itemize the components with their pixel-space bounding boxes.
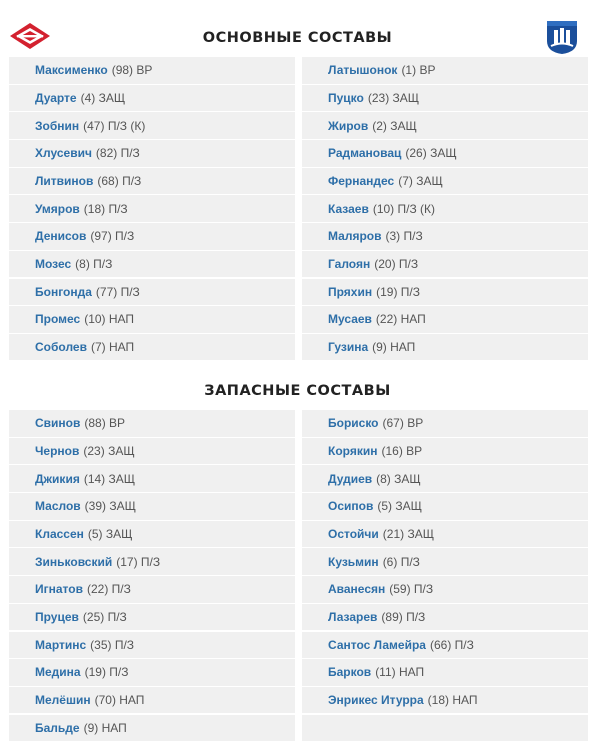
player-row [9, 521, 295, 548]
player-name-link[interactable]: Зиньковский [35, 554, 113, 569]
player-name-link[interactable]: Остойчи [328, 527, 379, 541]
subs-lineups-title: ЗАПАСНЫЕ СОСТАВЫ [204, 383, 391, 399]
player-row [302, 465, 588, 492]
player-number-position: (8) П/З [75, 257, 113, 272]
player-number-position: (39) ЗАЩ [84, 499, 136, 514]
player-row [9, 168, 295, 195]
player-number-position: (9) НАП [372, 340, 416, 355]
player-row [9, 85, 295, 112]
player-number-position: (59) П/З [389, 582, 434, 597]
player-number-position: (1) ВР [401, 63, 436, 78]
player-row [302, 112, 588, 139]
player-row [302, 410, 588, 437]
player-row [302, 438, 588, 465]
player-name-link[interactable]: Игнатов [35, 582, 83, 597]
player-row [302, 548, 588, 575]
player-name-link[interactable]: Кузьмин [328, 554, 379, 569]
player-name-link[interactable]: Классен [35, 527, 84, 541]
player-name-link[interactable]: Соболев [35, 340, 87, 355]
player-row [302, 168, 588, 195]
player-name-link[interactable]: Латышонок [328, 63, 398, 78]
player-name-link[interactable]: Бонгонда [35, 284, 92, 299]
player-name-link[interactable]: Мартинс [35, 637, 87, 652]
player-name-link[interactable]: Фернандес [328, 174, 395, 188]
player-number-position: (3) П/З [385, 229, 423, 244]
player-name-link[interactable]: Денисов [35, 229, 87, 244]
player-name-link[interactable]: Аванесян [328, 582, 386, 597]
player-name-link[interactable]: Галоян [328, 257, 371, 272]
player-name-link[interactable]: Гузина [328, 340, 369, 355]
player-number-position: (25) П/З [82, 610, 127, 625]
player-name-link[interactable]: Пруцев [35, 610, 79, 625]
player-name-link[interactable]: Мелёшин [35, 693, 91, 708]
player-row [302, 604, 588, 631]
player-name-link[interactable]: Зобнин [35, 118, 80, 133]
player-row [9, 251, 295, 278]
player-row [302, 493, 588, 520]
player-name-link[interactable]: Барков [328, 665, 372, 680]
player-number-position: (20) П/З [374, 257, 419, 272]
player-number-position: (19) П/З [376, 284, 420, 299]
player-number-position: (9) НАП [83, 720, 127, 735]
player-name-link[interactable]: Дудиев [328, 471, 373, 486]
player-number-position: (77) П/З [95, 284, 140, 299]
player-name-link[interactable]: Пряхин [328, 284, 373, 299]
player-row [9, 493, 295, 520]
player-row [302, 140, 588, 167]
player-number-position: (17) П/З [116, 554, 161, 569]
player-name-link[interactable]: Чернов [35, 443, 80, 458]
player-row [302, 576, 588, 603]
player-number-position: (5) ЗАЩ [377, 499, 422, 514]
player-number-position: (18) НАП [427, 693, 478, 708]
player-name-link[interactable]: Литвинов [35, 174, 94, 188]
player-number-position: (2) ЗАЩ [372, 118, 417, 133]
player-row [9, 715, 295, 742]
player-name-link[interactable]: Энрикес Итурра [328, 693, 424, 708]
player-number-position: (98) ВР [111, 63, 153, 78]
player-row [302, 715, 588, 742]
player-name-link[interactable]: Бориско [328, 416, 379, 431]
player-row [9, 334, 295, 361]
player-name-link[interactable]: Промес [35, 312, 81, 327]
player-name-link[interactable]: Корякин [328, 443, 378, 458]
player-row [9, 438, 295, 465]
player-number-position: (88) ВР [84, 416, 126, 431]
player-name-link[interactable]: Пуцко [328, 90, 364, 105]
player-name-link[interactable]: Радмановац [328, 146, 402, 161]
player-number-position: (23) ЗАЩ [83, 443, 135, 458]
player-row [302, 57, 588, 84]
player-row [9, 576, 295, 603]
player-number-position: (10) НАП [84, 312, 135, 327]
player-number-position: (26) ЗАЩ [405, 146, 457, 161]
player-name-link[interactable]: Маляров [328, 229, 382, 244]
player-name-link[interactable]: Мусаев [328, 312, 372, 327]
player-row [9, 465, 295, 492]
player-name-link[interactable]: Хлусевич [35, 146, 92, 161]
player-row [302, 279, 588, 306]
player-row [9, 548, 295, 575]
player-row [302, 251, 588, 278]
player-number-position: (6) П/З [382, 554, 420, 569]
player-name-link[interactable]: Медина [35, 665, 81, 680]
player-row [9, 687, 295, 714]
player-name-link[interactable]: Дуарте [35, 90, 77, 105]
player-number-position: (82) П/З [95, 146, 140, 161]
player-name-link[interactable]: Максименко [35, 63, 108, 78]
main-left-list [9, 57, 295, 362]
player-row [9, 279, 295, 306]
player-row [9, 410, 295, 437]
player-row [9, 306, 295, 333]
player-name-link[interactable]: Казаев [328, 201, 369, 216]
player-row [302, 521, 588, 548]
player-row [302, 659, 588, 686]
player-number-position: (22) НАП [375, 312, 426, 327]
player-number-position: (16) ВР [381, 443, 423, 458]
player-row [302, 687, 588, 714]
player-name-link[interactable]: Бальде [35, 720, 80, 735]
player-number-position: (10) П/З (К) [372, 201, 436, 216]
player-number-position: (7) ЗАЩ [398, 174, 443, 188]
player-number-position: (97) П/З [90, 229, 135, 244]
player-row [9, 195, 295, 222]
main-right-list [302, 57, 588, 362]
player-row [9, 223, 295, 250]
player-name-link[interactable]: Умяров [35, 201, 80, 216]
player-number-position: (21) ЗАЩ [382, 527, 434, 541]
player-number-position: (18) П/З [83, 201, 128, 216]
player-row [302, 632, 588, 659]
player-number-position: (47) П/З (К) [83, 118, 146, 133]
player-number-position: (68) П/З [97, 174, 142, 188]
player-name-link[interactable]: Лазарев [328, 610, 378, 625]
player-number-position: (70) НАП [94, 693, 145, 708]
player-number-position: (8) ЗАЩ [376, 471, 421, 486]
player-row [302, 223, 588, 250]
player-row [302, 85, 588, 112]
player-row [9, 140, 295, 167]
player-row [9, 659, 295, 686]
player-number-position: (19) П/З [84, 665, 129, 680]
player-name-link[interactable]: Джикия [35, 471, 80, 486]
player-row [9, 112, 295, 139]
player-row [9, 604, 295, 631]
player-number-position: (11) НАП [375, 665, 425, 680]
player-name-link[interactable]: Жиров [328, 118, 369, 133]
player-name-link[interactable]: Маслов [35, 499, 81, 514]
player-row [302, 306, 588, 333]
player-row [302, 195, 588, 222]
player-number-position: (67) ВР [382, 416, 424, 431]
subs-left-list [9, 410, 295, 742]
player-name-link[interactable]: Свинов [35, 416, 81, 431]
player-row [302, 334, 588, 361]
player-number-position: (4) ЗАЩ [80, 90, 126, 105]
player-number-position: (23) ЗАЩ [367, 90, 420, 105]
player-number-position: (35) П/З [90, 637, 135, 652]
player-number-position: (7) НАП [90, 340, 135, 355]
player-row [9, 632, 295, 659]
player-number-position: (5) ЗАЩ [87, 527, 133, 541]
player-name-link[interactable]: Мозес [35, 257, 72, 272]
player-number-position: (22) П/З [86, 582, 131, 597]
subs-right-list [302, 410, 588, 742]
player-number-position: (89) П/З [381, 610, 426, 625]
player-name-link[interactable]: Осипов [328, 499, 374, 514]
player-number-position: (14) ЗАЩ [83, 471, 136, 486]
player-number-position: (66) П/З [429, 637, 474, 652]
main-lineups-title: ОСНОВНЫЕ СОСТАВЫ [202, 30, 393, 46]
player-row [9, 57, 295, 84]
player-name-link[interactable]: Сантос Ламейра [328, 637, 426, 652]
